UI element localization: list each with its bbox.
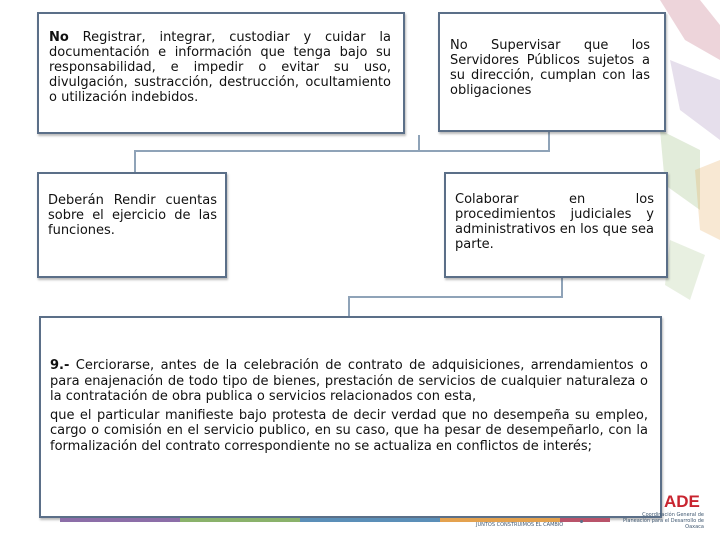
deco-shape-orange	[695, 160, 720, 240]
box-rendir-cuentas	[37, 172, 227, 278]
box-colaborar-text: Colaborar en los procedimientos judiciales y administrativos en los que sea parte.	[455, 192, 654, 252]
box-cerciorarse-text-1: Cerciorarse, antes de la celebración de contrato de adquisiciones, arrendamientos o para enajenación de todo tipo de bienes, prestación de servicios de cualquier naturaleza o la contratación de obra publica o servicios relacionados con esta,	[50, 358, 648, 404]
connector-bottom-right-drop	[561, 278, 563, 298]
footer-logo-text: ADE	[664, 492, 700, 511]
box-registrar-body: Registrar, integrar, custodiar y cuidar la documentación e información que tenga bajo su responsabilidad, e impedir o evitar su uso, divulgación, sustracción, destrucción, ocultamiento o utilización indebidos.	[49, 30, 391, 105]
box-registrar-text	[49, 30, 391, 105]
box-cerciorarse-paragraph-2: que el particular manifieste bajo protesta de decir verdad que no desempeña su empleo, cargo o comisión en el servicio publico, en su caso, que ha pesar de desempeñarlo, con la formalización del contrato correspondiente no se actualiza en conflictos de interés;	[50, 407, 648, 454]
box-supervisar	[438, 12, 666, 132]
deco-shape-red	[660, 0, 720, 60]
footer-bar-purple	[60, 518, 180, 522]
footer-bar-blue	[300, 518, 440, 522]
deco-shape-green-2	[665, 240, 705, 300]
connector-top-horizontal	[134, 150, 549, 152]
footer-dot-icon	[580, 520, 583, 523]
footer-logo-caption: Coordinación General de Planeación para el Desarrollo de Oaxaca	[623, 512, 704, 530]
footer-bar-red	[560, 518, 610, 522]
connector-bottom-horizontal	[348, 296, 563, 298]
footer-bar-green	[180, 518, 300, 522]
box-registrar-bold-prefix: No	[49, 30, 69, 45]
box-registrar-custodiar	[37, 12, 405, 134]
connector-top-right-drop	[548, 132, 550, 152]
box-cerciorarse-paragraph-1	[50, 358, 648, 405]
deco-shape-purple	[670, 60, 720, 140]
box-colaborar	[444, 172, 668, 278]
connector-top-center-drop	[418, 135, 420, 151]
footer-center-caption: JUNTOS CONSTRUIMOS EL CAMBIO	[476, 522, 564, 528]
connector-bottom-left-drop	[348, 296, 350, 318]
box-cerciorarse-number: 9.-	[50, 358, 70, 373]
box-rendir-text: Deberán Rendir cuentas sobre el ejercicio de las funciones.	[48, 193, 217, 238]
box-supervisar-text: No Supervisar que los Servidores Públicos sujetos a su dirección, cumplan con las obligaciones	[450, 38, 650, 98]
connector-top-left-drop	[134, 150, 136, 174]
box-cerciorarse	[39, 316, 662, 518]
